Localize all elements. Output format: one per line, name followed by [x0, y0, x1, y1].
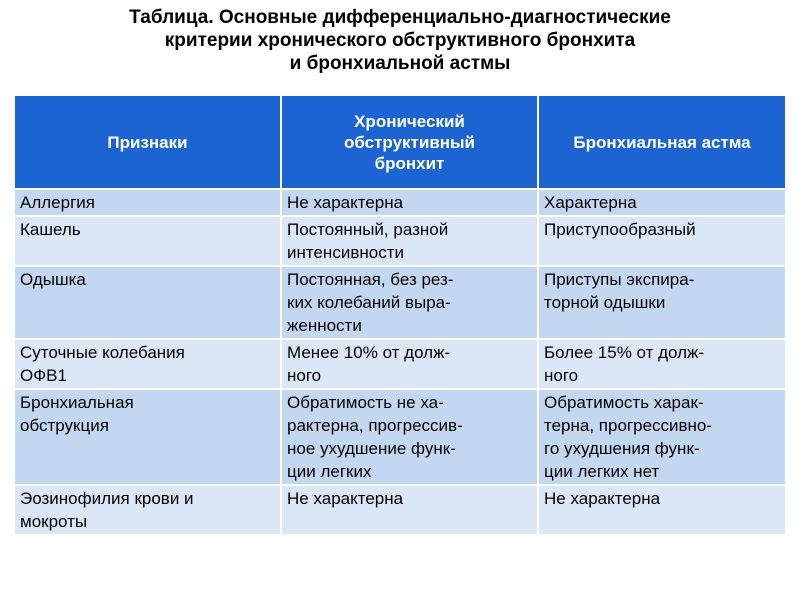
cell-copd — [281, 389, 538, 485]
header-line: бронхит — [374, 153, 445, 173]
cell-asthma — [538, 485, 785, 534]
cell-asthma — [538, 339, 785, 389]
cell-line: Приступообразный — [544, 220, 696, 239]
cell-line: Аллергия — [20, 193, 95, 212]
cell-sign — [15, 216, 281, 266]
header-line: обструктивный — [343, 132, 476, 152]
header-line: Хронический — [354, 111, 465, 131]
header-line: Признаки — [107, 132, 188, 152]
diagnostic-criteria-table — [15, 96, 785, 534]
cell-sign — [15, 485, 281, 534]
cell-asthma — [538, 189, 785, 216]
cell-copd — [281, 189, 538, 216]
cell-line: Кашель — [20, 220, 81, 239]
table-row — [15, 189, 785, 216]
cell-sign — [15, 389, 281, 485]
cell-line: Обратимость не ха- — [287, 393, 444, 412]
cell-copd — [281, 339, 538, 389]
table-title-line: и бронхиальной астмы — [289, 53, 511, 74]
cell-line: рактерна, прогрессив- — [287, 416, 463, 435]
cell-line: Не характерна — [544, 489, 661, 508]
table-row — [15, 485, 785, 534]
table-body — [15, 189, 785, 534]
column-header-copd — [281, 96, 538, 189]
column-header-signs — [15, 96, 281, 189]
cell-line: Эозинофилия крови и — [20, 489, 194, 508]
column-header-asthma — [538, 96, 785, 189]
cell-line: Приступы экспира- — [544, 270, 695, 289]
cell-line: ное ухудшение функ- — [287, 439, 456, 458]
cell-line: ОФВ1 — [20, 366, 67, 385]
cell-asthma — [538, 216, 785, 266]
table-header-row — [15, 96, 785, 189]
table-row — [15, 339, 785, 389]
cell-asthma — [538, 266, 785, 339]
cell-line: ции легких нет — [544, 462, 660, 481]
cell-line: интенсивности — [287, 243, 404, 262]
cell-sign — [15, 339, 281, 389]
cell-asthma — [538, 389, 785, 485]
cell-line: Суточные колебания — [20, 343, 185, 362]
cell-line: Бронхиальная — [20, 393, 134, 412]
cell-line: ции легких — [287, 462, 372, 481]
cell-line: Более 15% от долж- — [544, 343, 705, 362]
cell-line: Менее 10% от долж- — [287, 343, 451, 362]
cell-line: ного — [287, 366, 322, 385]
cell-copd — [281, 485, 538, 534]
cell-line: ного — [544, 366, 579, 385]
table-row — [15, 266, 785, 339]
cell-line: обструкция — [20, 416, 109, 435]
cell-line: го ухудшения функ- — [544, 439, 700, 458]
table-row — [15, 216, 785, 266]
cell-sign — [15, 266, 281, 339]
cell-copd — [281, 266, 538, 339]
header-line: Бронхиальная астма — [573, 132, 751, 152]
cell-line: Постоянный, разной — [287, 220, 449, 239]
cell-line: ких колебаний выра- — [287, 293, 451, 312]
cell-sign — [15, 189, 281, 216]
cell-line: Обратимость харак- — [544, 393, 704, 412]
cell-line: Постоянная, без рез- — [287, 270, 454, 289]
cell-line: торной одышки — [544, 293, 666, 312]
table-title — [0, 6, 800, 75]
cell-copd — [281, 216, 538, 266]
table-row — [15, 389, 785, 485]
table-title-line: критерии хронического обструктивного бронхита — [164, 30, 636, 51]
cell-line: Характерна — [544, 193, 637, 212]
cell-line: Не характерна — [287, 489, 404, 508]
cell-line: мокроты — [20, 512, 88, 531]
cell-line: женности — [287, 316, 362, 335]
table-title-line: Таблица. Основные дифференциально-диагностические — [129, 7, 671, 28]
cell-line: Одышка — [20, 270, 86, 289]
cell-line: терна, прогрессивно- — [544, 416, 713, 435]
cell-line: Не характерна — [287, 193, 404, 212]
